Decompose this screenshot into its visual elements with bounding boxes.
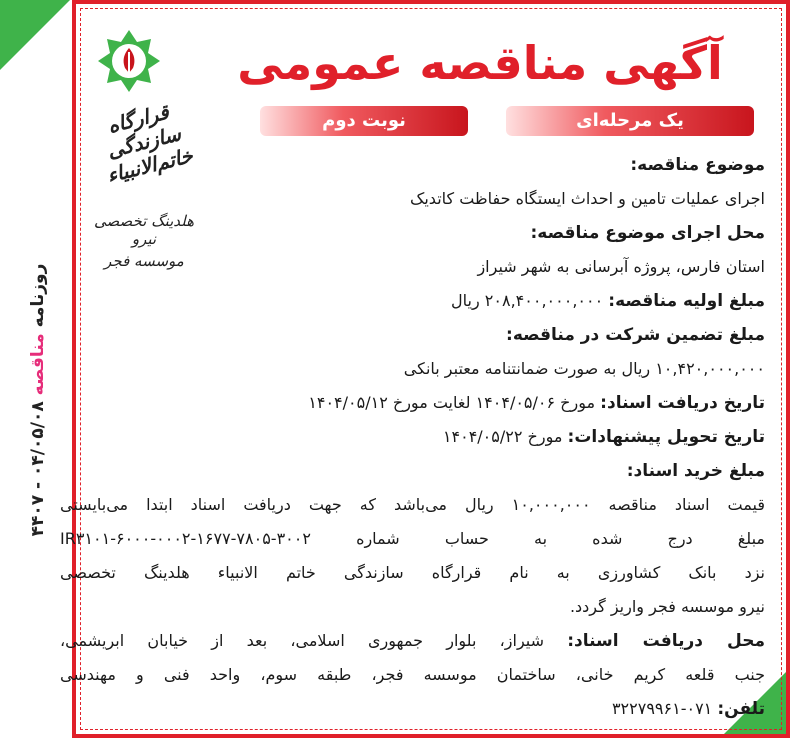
purchase-line-3: نزد بانک کشاورزی به نام قرارگاه سازندگی خاتم الانبیاء هلدینگ تخصصی bbox=[60, 563, 765, 582]
receive-line-1: شیراز، بلوار جمهوری اسلامی، بعد از خیابان ابریشمی، bbox=[60, 631, 545, 650]
bid-date-label: تاریخ تحویل پیشنهادات: bbox=[567, 427, 765, 447]
purchase-label: مبلغ خرید اسناد: bbox=[626, 461, 765, 481]
logo-line-khatam: قرارگاه سازندگی خاتم‌الانبیاء bbox=[104, 99, 196, 188]
subject-value: اجرای عملیات تامین و احداث ایستگاه حفاظت کاتدیک bbox=[410, 189, 765, 208]
receive-label: محل دریافت اسناد: bbox=[567, 631, 765, 651]
logo-line-fajr: موسسه فجر bbox=[104, 252, 184, 270]
subject-label-row bbox=[60, 148, 765, 182]
corner-decoration-top-left bbox=[0, 0, 70, 70]
issue-number: ۰۴/۰۵/۰۸ - ۴۴۰۷ bbox=[28, 401, 48, 537]
receive-row bbox=[60, 624, 765, 658]
guarantee-label-row bbox=[60, 318, 765, 352]
initial-amount-value: ۲۰۸,۴۰۰,۰۰۰,۰۰۰ ریال bbox=[451, 291, 604, 310]
initial-amount-row bbox=[60, 284, 765, 318]
doc-date-label: تاریخ دریافت اسناد: bbox=[600, 393, 765, 413]
phone-label: تلفن: bbox=[717, 699, 765, 719]
newspaper-issue-label bbox=[28, 240, 48, 560]
bid-date-row bbox=[60, 420, 765, 454]
location-value-row bbox=[60, 250, 765, 284]
purchase-line-1: قیمت اسناد مناقصه ۱۰,۰۰۰,۰۰۰ ریال می‌باشد که جهت دریافت اسناد ابتدا می‌بایستی bbox=[60, 495, 765, 514]
guarantee-value-row bbox=[60, 352, 765, 386]
guarantee-label: مبلغ تضمین شرکت در مناقصه: bbox=[506, 325, 765, 345]
tender-details bbox=[60, 148, 765, 726]
receive-line-2: جنب قلعه کریم خانی، ساختمان موسسه فجر، طبقه سوم، واحد فنی و مهندسی bbox=[60, 665, 765, 684]
phone-row bbox=[60, 692, 765, 726]
iran-emblem-icon bbox=[96, 28, 162, 94]
newspaper-brand: مناقصه bbox=[28, 333, 48, 396]
newspaper-prefix: روزنامه bbox=[28, 263, 48, 328]
location-label: محل اجرای موضوع مناقصه: bbox=[530, 223, 765, 243]
subject-value-row bbox=[60, 182, 765, 216]
bid-date-value: مورخ ۱۴۰۴/۰۵/۲۲ bbox=[442, 427, 563, 446]
location-label-row bbox=[60, 216, 765, 250]
doc-date-value: مورخ ۱۴۰۴/۰۵/۰۶ لغایت مورخ ۱۴۰۴/۰۵/۱۲ bbox=[308, 393, 596, 412]
purchase-line-2: مبلغ درج شده به حساب شماره IR۳۱۰۱-۶۰۰۰-۰۰۰۲-۱۶۷۷-۷۸۰۵-۳۰۰۲ bbox=[60, 529, 765, 548]
purchase-label-row bbox=[60, 454, 765, 488]
doc-date-row bbox=[60, 386, 765, 420]
stage-ribbon: یک مرحله‌ای bbox=[506, 106, 754, 136]
initial-amount-label: مبلغ اولیه مناقصه: bbox=[608, 291, 765, 311]
logo-line-holding: هلدینگ تخصصی نیرو bbox=[93, 212, 195, 248]
purchase-line-4: نیرو موسسه فجر واریز گردد. bbox=[569, 597, 765, 616]
round-ribbon: نوبت دوم bbox=[260, 106, 468, 136]
guarantee-value: ۱۰,۴۲۰,۰۰۰,۰۰۰ ریال به صورت ضمانتنامه معتبر بانکی bbox=[403, 359, 765, 378]
page-title: آگهی مناقصه عمومی bbox=[237, 36, 723, 90]
location-value: استان فارس، پروژه آبرسانی به شهر شیراز bbox=[477, 257, 765, 276]
phone-value: ۰۷۱-۳۲۲۷۹۹۶۱ bbox=[611, 699, 713, 718]
newspaper-sidebar bbox=[18, 250, 58, 570]
subject-label: موضوع مناقصه: bbox=[630, 155, 765, 175]
